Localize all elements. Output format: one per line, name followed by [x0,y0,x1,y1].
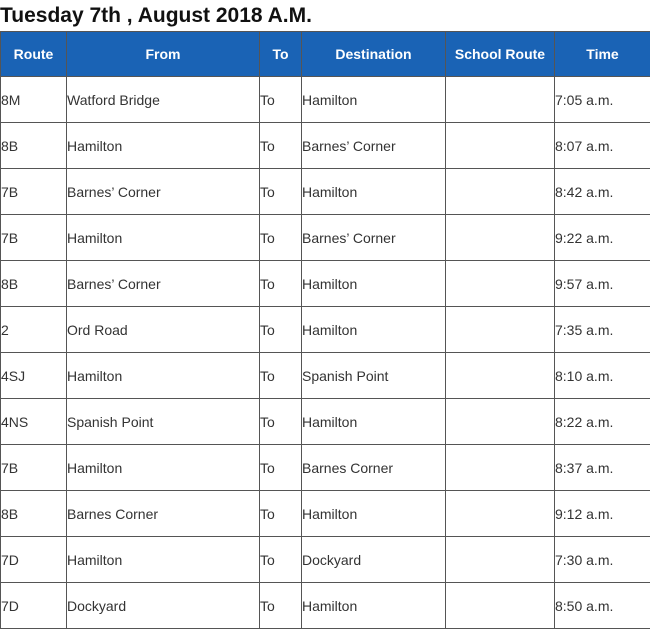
table-row [1,123,650,169]
cell-time: 8:42 a.m. [555,169,650,215]
table-body [1,77,650,629]
header-destination: Destination [302,32,446,77]
cell-school-route [446,399,555,445]
header-to: To [260,32,302,77]
cell-to: To [260,307,302,353]
cell-destination: Hamilton [302,399,446,445]
cell-school-route [446,491,555,537]
page-title: Tuesday 7th , August 2018 A.M. [0,4,312,27]
cell-to: To [260,399,302,445]
cell-from: Ord Road [67,307,260,353]
cell-time: 7:30 a.m. [555,537,650,583]
table-row [1,261,650,307]
table-row [1,583,650,629]
cell-school-route [446,307,555,353]
cell-to: To [260,261,302,307]
cell-destination: Hamilton [302,261,446,307]
cell-from: Watford Bridge [67,77,260,123]
cell-from: Hamilton [67,445,260,491]
cell-to: To [260,123,302,169]
cell-to: To [260,537,302,583]
cell-destination: Barnes’ Corner [302,215,446,261]
cell-route: 8B [1,123,67,169]
cell-route: 2 [1,307,67,353]
cell-school-route [446,583,555,629]
table-row [1,537,650,583]
cell-destination: Hamilton [302,169,446,215]
cell-time: 9:12 a.m. [555,491,650,537]
cell-route: 8M [1,77,67,123]
table-row [1,399,650,445]
cell-from: Hamilton [67,353,260,399]
cell-from: Dockyard [67,583,260,629]
cell-route: 7D [1,583,67,629]
header-school-route: School Route [446,32,555,77]
cell-route: 8B [1,261,67,307]
bus-schedule-table [0,31,650,629]
cell-school-route [446,537,555,583]
cell-to: To [260,445,302,491]
cell-to: To [260,491,302,537]
table-row [1,445,650,491]
cell-route: 7D [1,537,67,583]
cell-to: To [260,169,302,215]
table-row [1,353,650,399]
table-row [1,491,650,537]
cell-time: 7:35 a.m. [555,307,650,353]
cell-time: 8:50 a.m. [555,583,650,629]
cell-route: 7B [1,215,67,261]
cell-school-route [446,123,555,169]
header-from: From [67,32,260,77]
cell-route: 7B [1,445,67,491]
cell-destination: Hamilton [302,77,446,123]
header-route: Route [1,32,67,77]
cell-from: Hamilton [67,123,260,169]
cell-time: 8:10 a.m. [555,353,650,399]
cell-destination: Spanish Point [302,353,446,399]
table-row [1,215,650,261]
cell-time: 9:22 a.m. [555,215,650,261]
cell-time: 7:05 a.m. [555,77,650,123]
cell-destination: Hamilton [302,583,446,629]
cell-route: 7B [1,169,67,215]
cell-school-route [446,215,555,261]
cell-to: To [260,583,302,629]
cell-school-route [446,445,555,491]
cell-from: Barnes Corner [67,491,260,537]
cell-destination: Barnes Corner [302,445,446,491]
cell-destination: Barnes’ Corner [302,123,446,169]
header-time: Time [555,32,650,77]
cell-from: Hamilton [67,215,260,261]
cell-time: 8:22 a.m. [555,399,650,445]
cell-from: Barnes’ Corner [67,261,260,307]
cell-destination: Dockyard [302,537,446,583]
cell-time: 8:07 a.m. [555,123,650,169]
table-row [1,77,650,123]
cell-to: To [260,215,302,261]
table-row [1,169,650,215]
cell-to: To [260,353,302,399]
cell-from: Spanish Point [67,399,260,445]
cell-to: To [260,77,302,123]
cell-school-route [446,169,555,215]
cell-route: 8B [1,491,67,537]
cell-destination: Hamilton [302,491,446,537]
cell-school-route [446,261,555,307]
table-row [1,307,650,353]
cell-time: 9:57 a.m. [555,261,650,307]
cell-from: Hamilton [67,537,260,583]
cell-time: 8:37 a.m. [555,445,650,491]
cell-route: 4NS [1,399,67,445]
table-header-row [1,32,650,77]
cell-school-route [446,353,555,399]
cell-destination: Hamilton [302,307,446,353]
cell-from: Barnes’ Corner [67,169,260,215]
cell-route: 4SJ [1,353,67,399]
cell-school-route [446,77,555,123]
